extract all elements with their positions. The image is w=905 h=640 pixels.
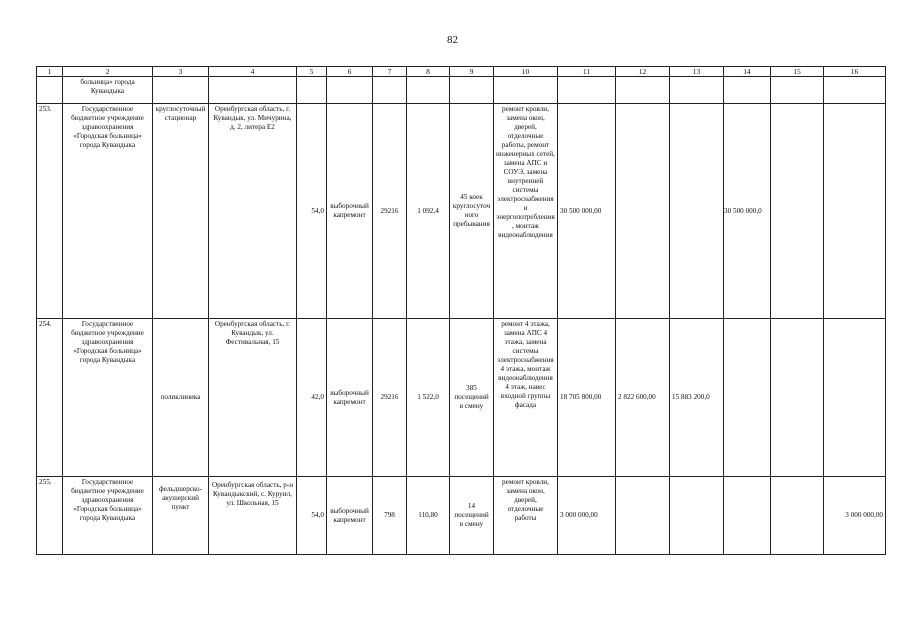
- cell-type: поликлиника: [153, 319, 209, 477]
- cell-name: Государственное бюджетное учреждение здравоохранения «Городская больница» города Кувандыка: [63, 319, 153, 477]
- col-header: 9: [450, 67, 494, 77]
- cell-address: Оренбургская область, г. Кувандык, ул. Фестивальная, 15: [209, 319, 297, 477]
- cell-name: Государственное бюджетное учреждение здравоохранения «Городская больница» города Кувандыка: [63, 477, 153, 555]
- col-header: 1: [37, 67, 63, 77]
- cell-c13: [670, 104, 724, 319]
- col-header: 11: [558, 67, 616, 77]
- col-header: 2: [63, 67, 153, 77]
- cell-c12: [616, 104, 670, 319]
- cell-c10: ремонт 4 этажа, замена АПС 4 этажа, замена системы электроснабжения 4 этажа, монтаж видеонаблюдения 4 этаж, навес входной группы фасада: [494, 319, 558, 477]
- col-header: 4: [209, 67, 297, 77]
- cell-c6: выборочный капремонт: [327, 319, 373, 477]
- cell-c8: 110,80: [407, 477, 450, 555]
- cell-c9: 14 посещений в смену: [450, 477, 494, 555]
- cell-c14: [724, 319, 771, 477]
- cell-c14: 30 500 000,0: [724, 104, 771, 319]
- col-header: 7: [373, 67, 407, 77]
- cell-c16: 3 000 000,00: [824, 477, 886, 555]
- cell-type: круглосуточный стационар: [153, 104, 209, 319]
- col-header: 5: [297, 67, 327, 77]
- cell-c11: 3 000 000,00: [558, 477, 616, 555]
- col-header: 10: [494, 67, 558, 77]
- table-row: [37, 104, 886, 319]
- cell-c15: [771, 104, 824, 319]
- cell-num: 255.: [37, 477, 63, 555]
- cell-c7: 29216: [373, 104, 407, 319]
- cell-c12: 2 822 600,00: [616, 319, 670, 477]
- cell-type: фельдшерско-акушерский пункт: [153, 477, 209, 555]
- cell-c6: выборочный капремонт: [327, 104, 373, 319]
- cell-c8: 1 522,0: [407, 319, 450, 477]
- cell-num: 254.: [37, 319, 63, 477]
- col-header: 16: [824, 67, 886, 77]
- cell-num: [37, 77, 63, 104]
- cell-address: Оренбургская область, г. Кувандык, ул. Мичурина, д. 2, литера Е2: [209, 104, 297, 319]
- cell-c10: ремонт кровли, замена окон, дверей, отделочные работы, ремонт инженерных сетей, замена АПС и СОУЭ, замена внутренней системы электроснабжения и энергопотребления, монтаж видеонаблюдения: [494, 104, 558, 319]
- cell-c5: 42,0: [297, 319, 327, 477]
- cell-c15: [771, 477, 824, 555]
- cell-c10: ремонт кровли, замена окон, дверей, отделочные работы: [494, 477, 558, 555]
- cell-c9: 385 посещений в смену: [450, 319, 494, 477]
- cell-c5: 54,0: [297, 104, 327, 319]
- cell-name: больница» города Кувандыка: [63, 77, 153, 104]
- cell-c6: выборочный капремонт: [327, 477, 373, 555]
- cell-address: Оренбургская область, р-н Кувандыкский, с. Куруил, ул. Школьная, 15: [209, 477, 297, 555]
- col-header: 14: [724, 67, 771, 77]
- col-header: 3: [153, 67, 209, 77]
- table-row-continued: [37, 77, 886, 104]
- col-header: 8: [407, 67, 450, 77]
- page-number: 82: [447, 34, 458, 46]
- cell-c16: [824, 319, 886, 477]
- cell-num: 253.: [37, 104, 63, 319]
- register-table: [36, 66, 886, 555]
- cell-c14: [724, 477, 771, 555]
- cell-c16: [824, 104, 886, 319]
- col-header: 13: [670, 67, 724, 77]
- cell-c13: 15 883 200,0: [670, 319, 724, 477]
- cell-c7: 798: [373, 477, 407, 555]
- cell-c7: 29216: [373, 319, 407, 477]
- table-row: [37, 477, 886, 555]
- cell-c15: [771, 319, 824, 477]
- cell-name: Государственное бюджетное учреждение здравоохранения «Городская больница» города Кувандыка: [63, 104, 153, 319]
- col-header: 6: [327, 67, 373, 77]
- cell-c12: [616, 477, 670, 555]
- cell-c11: 18 705 800,00: [558, 319, 616, 477]
- header-row: [37, 67, 886, 77]
- cell-c13: [670, 477, 724, 555]
- cell-c11: 30 500 000,00: [558, 104, 616, 319]
- table-row: [37, 319, 886, 477]
- cell-c8: 1 092,4: [407, 104, 450, 319]
- col-header: 12: [616, 67, 670, 77]
- cell-c9: 45 коек круглосуточного пребывания: [450, 104, 494, 319]
- col-header: 15: [771, 67, 824, 77]
- cell-c5: 54,0: [297, 477, 327, 555]
